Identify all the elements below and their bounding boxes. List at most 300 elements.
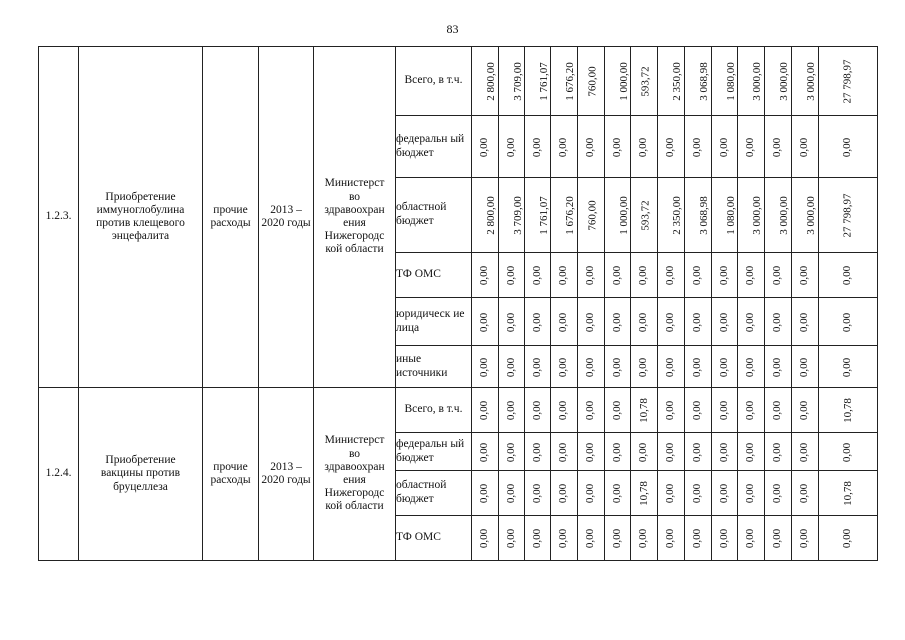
value-text: 0,00 (664, 400, 677, 421)
year-value (605, 516, 631, 561)
year-value (792, 516, 819, 561)
value-text: 0,00 (691, 312, 704, 332)
value-text: 0,00 (611, 312, 623, 332)
funding-source: областной бюджет (396, 178, 472, 253)
year-value (578, 346, 605, 388)
funding-source: ТФ ОМС (396, 253, 472, 298)
year-value (738, 116, 765, 178)
value-text: 27 798,97 (841, 59, 854, 104)
year-value (631, 298, 658, 346)
value-text: 0,00 (611, 528, 623, 549)
year-value (792, 433, 819, 471)
value-text: 0,00 (478, 357, 491, 377)
value-text: 760,00 (586, 200, 599, 231)
year-value (525, 471, 551, 516)
value-text: 1 676,20 (563, 62, 576, 101)
year-value (499, 47, 525, 116)
value-text: 0,00 (531, 400, 543, 421)
year-value (765, 433, 792, 471)
total-value (819, 388, 878, 433)
year-value (605, 47, 631, 116)
year-value (658, 253, 685, 298)
year-value (765, 178, 792, 253)
year-value (712, 471, 738, 516)
year-value (765, 346, 792, 388)
value-text: 0,00 (531, 357, 543, 377)
item-name: Приобретение иммуноглобулина против клещевого энцефалита (79, 47, 203, 388)
budget-table (38, 46, 878, 561)
value-text: 0,00 (584, 400, 597, 421)
value-text: 27 798,97 (841, 193, 854, 238)
year-value (658, 116, 685, 178)
total-value (819, 471, 878, 516)
total-value (819, 298, 878, 346)
value-text: 0,00 (691, 483, 704, 504)
value-text: 2 350,00 (670, 62, 683, 101)
value-text: 0,00 (531, 483, 543, 504)
value-text: 0,00 (664, 357, 677, 377)
year-value (525, 253, 551, 298)
value-text: 3 000,00 (750, 196, 763, 235)
funding-source: ТФ ОМС (396, 516, 472, 561)
value-text: 0,00 (841, 265, 854, 286)
value-text: 0,00 (744, 442, 757, 462)
year-value (472, 253, 499, 298)
value-text: 2 800,00 (484, 62, 497, 101)
value-text: 0,00 (664, 442, 677, 462)
year-value (551, 298, 578, 346)
value-text: 1 000,00 (617, 62, 630, 101)
year-value (658, 346, 685, 388)
value-text: 0,00 (557, 528, 570, 549)
year-value (792, 471, 819, 516)
year-value (499, 178, 525, 253)
value-text: 3 709,00 (511, 196, 524, 235)
year-value (765, 388, 792, 433)
year-value (685, 346, 712, 388)
year-value (605, 178, 631, 253)
expense-type: прочие расходы (203, 388, 259, 561)
value-text: 0,00 (478, 400, 491, 421)
year-value (765, 471, 792, 516)
funding-source: иные источники (396, 346, 472, 388)
value-text: 0,00 (664, 137, 677, 157)
year-value (712, 298, 738, 346)
year-value (712, 516, 738, 561)
year-value (472, 471, 499, 516)
value-text: 0,00 (557, 357, 570, 377)
item-code: 1.2.4. (39, 388, 79, 561)
year-value (605, 346, 631, 388)
period: 2013 – 2020 годы (259, 47, 314, 388)
funding-source: областной бюджет (396, 471, 472, 516)
value-text: 0,00 (531, 312, 543, 332)
value-text: 0,00 (771, 442, 784, 462)
value-text: 0,00 (798, 312, 811, 332)
year-value (631, 116, 658, 178)
value-text: 0,00 (771, 400, 784, 421)
year-value (765, 298, 792, 346)
year-value (685, 433, 712, 471)
year-value (525, 298, 551, 346)
year-value (631, 516, 658, 561)
year-value (551, 47, 578, 116)
value-text: 0,00 (505, 528, 517, 549)
value-text: 0,00 (718, 265, 730, 286)
year-value (765, 516, 792, 561)
value-text: 0,00 (744, 312, 757, 332)
year-value (685, 471, 712, 516)
year-value (499, 388, 525, 433)
value-text: 0,00 (478, 137, 491, 157)
value-text: 0,00 (557, 265, 570, 286)
value-text: 0,00 (478, 442, 491, 462)
year-value (472, 298, 499, 346)
value-text: 0,00 (584, 137, 597, 157)
value-text: 0,00 (798, 357, 811, 377)
year-value (658, 298, 685, 346)
year-value (551, 116, 578, 178)
value-text: 3 000,00 (777, 62, 790, 101)
value-text: 0,00 (505, 312, 517, 332)
year-value (792, 298, 819, 346)
value-text: 0,00 (611, 442, 623, 462)
year-value (712, 253, 738, 298)
year-value (738, 346, 765, 388)
value-text: 0,00 (611, 400, 623, 421)
value-text: 0,00 (637, 312, 650, 332)
value-text: 10,78 (841, 398, 854, 423)
value-text: 0,00 (505, 483, 517, 504)
year-value (578, 253, 605, 298)
value-text: 0,00 (505, 357, 517, 377)
value-text: 0,00 (718, 137, 730, 157)
value-text: 0,00 (664, 483, 677, 504)
value-text: 0,00 (478, 483, 491, 504)
value-text: 0,00 (505, 137, 517, 157)
value-text: 0,00 (744, 400, 757, 421)
year-value (578, 471, 605, 516)
year-value (499, 253, 525, 298)
year-value (472, 388, 499, 433)
value-text: 0,00 (841, 528, 854, 549)
value-text: 0,00 (505, 400, 517, 421)
value-text: 1 676,20 (563, 196, 576, 235)
expense-type: прочие расходы (203, 47, 259, 388)
value-text: 0,00 (531, 528, 543, 549)
value-text: 0,00 (744, 483, 757, 504)
value-text: 0,00 (611, 137, 623, 157)
value-text: 3 000,00 (804, 62, 817, 101)
value-text: 0,00 (637, 357, 650, 377)
year-value (499, 346, 525, 388)
year-value (578, 178, 605, 253)
year-value (631, 253, 658, 298)
total-value (819, 178, 878, 253)
value-text: 10,78 (637, 481, 650, 506)
year-value (712, 178, 738, 253)
year-value (525, 433, 551, 471)
value-text: 0,00 (718, 483, 730, 504)
year-value (551, 178, 578, 253)
year-value (578, 47, 605, 116)
year-value (738, 516, 765, 561)
period: 2013 – 2020 годы (259, 388, 314, 561)
year-value (738, 298, 765, 346)
value-text: 0,00 (718, 312, 730, 332)
year-value (631, 433, 658, 471)
value-text: 0,00 (531, 137, 543, 157)
value-text: 3 000,00 (804, 196, 817, 235)
value-text: 0,00 (557, 137, 570, 157)
value-text: 0,00 (478, 265, 491, 286)
value-text: 0,00 (771, 357, 784, 377)
value-text: 0,00 (771, 483, 784, 504)
value-text: 0,00 (637, 265, 650, 286)
year-value (631, 471, 658, 516)
year-value (525, 116, 551, 178)
value-text: 0,00 (611, 265, 623, 286)
value-text: 0,00 (841, 137, 854, 157)
year-value (631, 346, 658, 388)
value-text: 0,00 (664, 528, 677, 549)
value-text: 0,00 (584, 442, 597, 462)
year-value (499, 471, 525, 516)
value-text: 1 080,00 (724, 196, 737, 235)
page-number: 83 (446, 22, 459, 36)
value-text: 0,00 (584, 528, 597, 549)
year-value (605, 471, 631, 516)
value-text: 0,00 (718, 400, 730, 421)
value-text: 0,00 (798, 265, 811, 286)
value-text: 0,00 (691, 357, 704, 377)
year-value (605, 388, 631, 433)
year-value (472, 516, 499, 561)
year-value (525, 516, 551, 561)
year-value (551, 471, 578, 516)
value-text: 0,00 (744, 265, 757, 286)
year-value (499, 116, 525, 178)
value-text: 3 709,00 (511, 62, 524, 101)
total-value (819, 116, 878, 178)
year-value (551, 433, 578, 471)
year-value (685, 253, 712, 298)
value-text: 0,00 (664, 312, 677, 332)
value-text: 0,00 (718, 357, 730, 377)
year-value (578, 516, 605, 561)
year-value (525, 178, 551, 253)
value-text: 2 350,00 (670, 196, 683, 235)
year-value (578, 298, 605, 346)
value-text: 0,00 (798, 137, 811, 157)
year-value (765, 116, 792, 178)
total-value (819, 516, 878, 561)
value-text: 0,00 (584, 483, 597, 504)
year-value (525, 47, 551, 116)
year-value (765, 253, 792, 298)
year-value (525, 388, 551, 433)
year-value (472, 116, 499, 178)
year-value (712, 116, 738, 178)
year-value (738, 388, 765, 433)
value-text: 2 800,00 (484, 196, 497, 235)
executor: Министерст во здравоохран ения Нижегородс кой области (314, 47, 396, 388)
value-text: 0,00 (611, 357, 623, 377)
value-text: 0,00 (771, 312, 784, 332)
value-text: 0,00 (637, 137, 650, 157)
year-value (631, 178, 658, 253)
funding-source: федеральн ый бюджет (396, 116, 472, 178)
value-text: 0,00 (771, 137, 784, 157)
year-value (658, 471, 685, 516)
value-text: 0,00 (611, 483, 623, 504)
value-text: 0,00 (478, 528, 491, 549)
year-value (658, 516, 685, 561)
year-value (712, 388, 738, 433)
value-text: 0,00 (771, 265, 784, 286)
value-text: 0,00 (557, 442, 570, 462)
value-text: 0,00 (771, 528, 784, 549)
value-text: 3 068,98 (697, 196, 710, 235)
year-value (605, 433, 631, 471)
value-text: 3 068,98 (697, 62, 710, 101)
year-value (472, 346, 499, 388)
year-value (578, 388, 605, 433)
total-value (819, 346, 878, 388)
funding-source: Всего, в т.ч. (396, 47, 472, 116)
year-value (738, 471, 765, 516)
value-text: 0,00 (691, 137, 704, 157)
value-text: 0,00 (531, 265, 543, 286)
value-text: 0,00 (798, 528, 811, 549)
year-value (685, 116, 712, 178)
year-value (525, 346, 551, 388)
year-value (792, 116, 819, 178)
year-value (792, 47, 819, 116)
value-text: 0,00 (637, 528, 650, 549)
year-value (551, 516, 578, 561)
year-value (605, 253, 631, 298)
value-text: 0,00 (744, 137, 757, 157)
year-value (765, 47, 792, 116)
year-value (685, 47, 712, 116)
year-value (792, 178, 819, 253)
value-text: 0,00 (505, 265, 517, 286)
year-value (685, 298, 712, 346)
value-text: 0,00 (557, 483, 570, 504)
year-value (738, 178, 765, 253)
year-value (685, 178, 712, 253)
year-value (658, 178, 685, 253)
value-text: 0,00 (505, 442, 517, 462)
value-text: 1 761,07 (537, 62, 550, 101)
year-value (685, 516, 712, 561)
value-text: 0,00 (691, 528, 704, 549)
value-text: 0,00 (584, 357, 597, 377)
value-text: 0,00 (664, 265, 677, 286)
value-text: 10,78 (637, 398, 650, 423)
total-value (819, 253, 878, 298)
value-text: 0,00 (798, 483, 811, 504)
value-text: 593,72 (639, 200, 652, 231)
year-value (551, 388, 578, 433)
year-value (792, 346, 819, 388)
total-value (819, 47, 878, 116)
year-value (605, 116, 631, 178)
value-text: 0,00 (798, 442, 811, 462)
value-text: 10,78 (841, 481, 854, 506)
value-text: 0,00 (584, 312, 597, 332)
year-value (658, 433, 685, 471)
year-value (472, 178, 499, 253)
value-text: 0,00 (798, 400, 811, 421)
value-text: 593,72 (639, 66, 652, 97)
value-text: 3 000,00 (777, 196, 790, 235)
executor: Министерст во здравоохран ения Нижегородс кой области (314, 388, 396, 561)
year-value (685, 388, 712, 433)
value-text: 0,00 (557, 400, 570, 421)
year-value (578, 433, 605, 471)
value-text: 0,00 (584, 265, 597, 286)
funding-source: Всего, в т.ч. (396, 388, 472, 433)
value-text: 0,00 (691, 400, 704, 421)
value-text: 0,00 (531, 442, 543, 462)
year-value (712, 433, 738, 471)
value-text: 0,00 (718, 442, 730, 462)
year-value (578, 116, 605, 178)
year-value (499, 298, 525, 346)
year-value (631, 47, 658, 116)
value-text: 0,00 (841, 357, 854, 377)
year-value (472, 433, 499, 471)
year-value (712, 346, 738, 388)
value-text: 0,00 (744, 528, 757, 549)
value-text: 1 000,00 (617, 196, 630, 235)
value-text: 0,00 (557, 312, 570, 332)
funding-source: юридическ ие лица (396, 298, 472, 346)
year-value (499, 433, 525, 471)
table-row (39, 388, 878, 433)
year-value (499, 516, 525, 561)
value-text: 0,00 (841, 442, 854, 462)
value-text: 0,00 (637, 442, 650, 462)
value-text: 0,00 (744, 357, 757, 377)
year-value (738, 433, 765, 471)
item-code: 1.2.3. (39, 47, 79, 388)
year-value (738, 253, 765, 298)
value-text: 760,00 (586, 66, 599, 97)
item-name: Приобретение вакцины против бруцеллеза (79, 388, 203, 561)
funding-source: федеральн ый бюджет (396, 433, 472, 471)
year-value (551, 253, 578, 298)
value-text: 1 761,07 (537, 196, 550, 235)
value-text: 0,00 (718, 528, 730, 549)
year-value (658, 388, 685, 433)
year-value (658, 47, 685, 116)
value-text: 0,00 (478, 312, 491, 332)
value-text: 0,00 (691, 442, 704, 462)
year-value (738, 47, 765, 116)
year-value (551, 346, 578, 388)
value-text: 3 000,00 (750, 62, 763, 101)
year-value (631, 388, 658, 433)
year-value (792, 253, 819, 298)
value-text: 0,00 (841, 312, 854, 332)
value-text: 1 080,00 (724, 62, 737, 101)
year-value (605, 298, 631, 346)
value-text: 0,00 (691, 265, 704, 286)
total-value (819, 433, 878, 471)
